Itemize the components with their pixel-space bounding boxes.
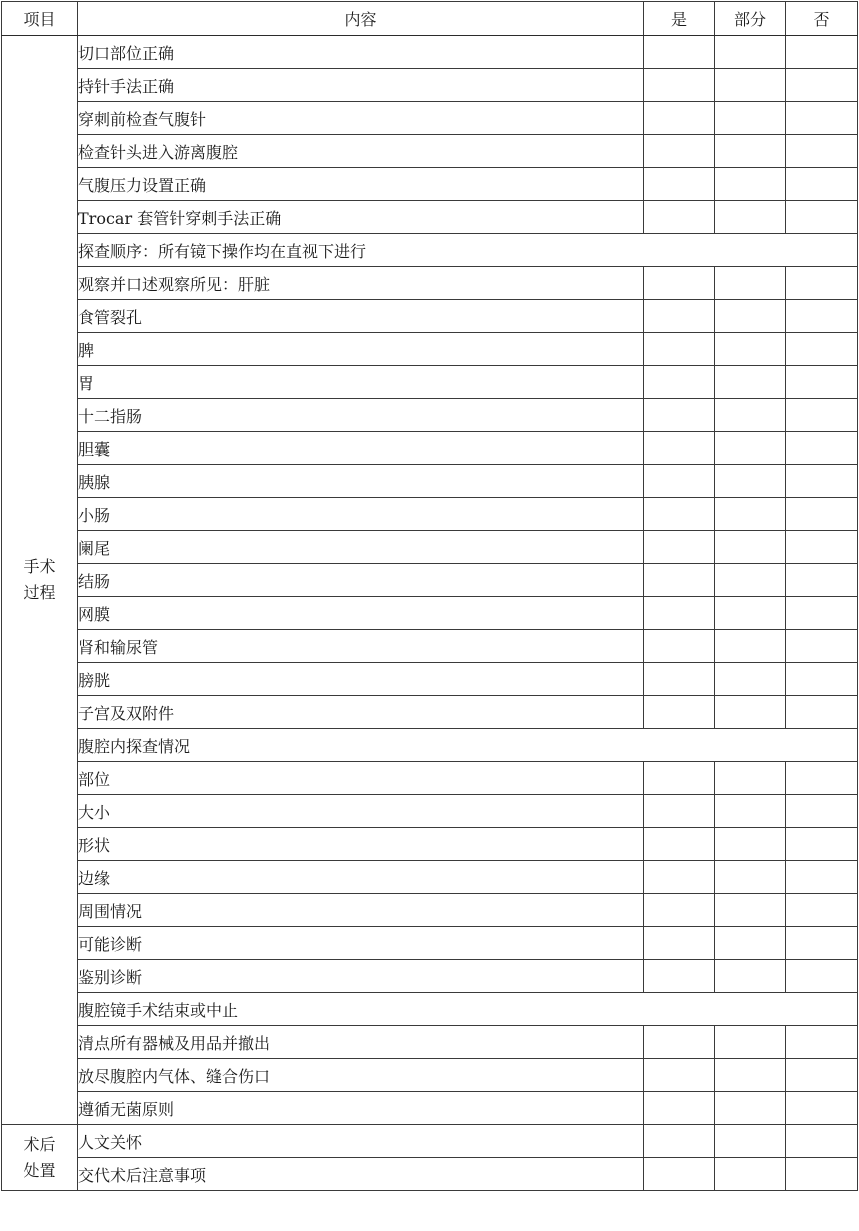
row-content: 食管裂孔 [78, 300, 644, 333]
check-cell-yes[interactable] [644, 1092, 715, 1125]
row-content: 遵循无菌原则 [78, 1092, 644, 1125]
header-content: 内容 [78, 2, 644, 36]
row-content: 气腹压力设置正确 [78, 168, 644, 201]
check-cell-no[interactable] [786, 597, 858, 630]
check-cell-yes[interactable] [644, 663, 715, 696]
check-cell-no[interactable] [786, 696, 858, 729]
row-content: 膀胱 [78, 663, 644, 696]
section-label-line: 手术 [23, 557, 56, 576]
check-cell-yes[interactable] [644, 564, 715, 597]
check-cell-partial[interactable] [715, 498, 786, 531]
row-content: Trocar 套管针穿刺手法正确 [78, 201, 644, 234]
row-content: 可能诊断 [78, 927, 644, 960]
checklist-body [2, 36, 858, 1191]
table-row [2, 696, 858, 729]
check-cell-yes[interactable] [644, 762, 715, 795]
table-row [2, 267, 858, 300]
table-row [2, 168, 858, 201]
check-cell-partial[interactable] [715, 1026, 786, 1059]
check-cell-partial[interactable] [715, 630, 786, 663]
row-content: 大小 [78, 795, 644, 828]
table-row [2, 69, 858, 102]
table-row [2, 234, 858, 267]
check-cell-yes[interactable] [644, 795, 715, 828]
check-cell-no[interactable] [786, 960, 858, 993]
check-cell-no[interactable] [786, 498, 858, 531]
table-row [2, 663, 858, 696]
table-row [2, 300, 858, 333]
row-content: 周围情况 [78, 894, 644, 927]
row-content: 胆囊 [78, 432, 644, 465]
check-cell-partial[interactable] [715, 894, 786, 927]
check-cell-yes[interactable] [644, 597, 715, 630]
check-cell-partial[interactable] [715, 696, 786, 729]
check-cell-yes[interactable] [644, 168, 715, 201]
check-cell-no[interactable] [786, 36, 858, 69]
check-cell-partial[interactable] [715, 102, 786, 135]
check-cell-partial[interactable] [715, 69, 786, 102]
row-content: 探查顺序：所有镜下操作均在直视下进行 [78, 234, 858, 267]
row-content: 十二指肠 [78, 399, 644, 432]
table-row [2, 1158, 858, 1191]
check-cell-yes[interactable] [644, 201, 715, 234]
check-cell-no[interactable] [786, 1026, 858, 1059]
row-content: 边缘 [78, 861, 644, 894]
check-cell-yes[interactable] [644, 465, 715, 498]
check-cell-yes[interactable] [644, 861, 715, 894]
check-cell-no[interactable] [786, 267, 858, 300]
check-cell-partial[interactable] [715, 762, 786, 795]
row-content: 腹腔镜手术结束或中止 [78, 993, 858, 1026]
check-cell-yes[interactable] [644, 1059, 715, 1092]
check-cell-yes[interactable] [644, 894, 715, 927]
check-cell-no[interactable] [786, 135, 858, 168]
row-content: 形状 [78, 828, 644, 861]
row-content: 结肠 [78, 564, 644, 597]
check-cell-partial[interactable] [715, 333, 786, 366]
check-cell-partial[interactable] [715, 1092, 786, 1125]
check-cell-partial[interactable] [715, 861, 786, 894]
check-cell-no[interactable] [786, 201, 858, 234]
header-row [2, 2, 858, 36]
check-cell-partial[interactable] [715, 597, 786, 630]
row-content: 交代术后注意事项 [78, 1158, 644, 1191]
check-cell-yes[interactable] [644, 630, 715, 663]
table-row [2, 729, 858, 762]
check-cell-partial[interactable] [715, 432, 786, 465]
table-row [2, 894, 858, 927]
check-cell-yes[interactable] [644, 135, 715, 168]
row-content: 持针手法正确 [78, 69, 644, 102]
check-cell-no[interactable] [786, 432, 858, 465]
table-row [2, 102, 858, 135]
row-content: 胃 [78, 366, 644, 399]
check-cell-yes[interactable] [644, 1026, 715, 1059]
section-label [2, 1125, 78, 1191]
row-content: 观察并口述观察所见：肝脏 [78, 267, 644, 300]
table-row [2, 498, 858, 531]
table-row [2, 1026, 858, 1059]
table-row [2, 927, 858, 960]
check-cell-no[interactable] [786, 927, 858, 960]
check-cell-no[interactable] [786, 102, 858, 135]
row-content: 腹腔内探查情况 [78, 729, 858, 762]
table-row [2, 795, 858, 828]
check-cell-no[interactable] [786, 861, 858, 894]
check-cell-no[interactable] [786, 333, 858, 366]
table-row [2, 762, 858, 795]
row-content: 肾和输尿管 [78, 630, 644, 663]
check-cell-no[interactable] [786, 366, 858, 399]
check-cell-partial[interactable] [715, 1125, 786, 1158]
row-content: 鉴别诊断 [78, 960, 644, 993]
check-cell-partial[interactable] [715, 531, 786, 564]
check-cell-partial[interactable] [715, 300, 786, 333]
row-content: 小肠 [78, 498, 644, 531]
table-row [2, 432, 858, 465]
check-cell-yes[interactable] [644, 366, 715, 399]
check-cell-yes[interactable] [644, 399, 715, 432]
check-cell-no[interactable] [786, 564, 858, 597]
check-cell-partial[interactable] [715, 1059, 786, 1092]
row-content: 网膜 [78, 597, 644, 630]
row-content: 脾 [78, 333, 644, 366]
table-row [2, 465, 858, 498]
check-cell-partial[interactable] [715, 828, 786, 861]
check-cell-yes[interactable] [644, 927, 715, 960]
row-content: 部位 [78, 762, 644, 795]
check-cell-no[interactable] [786, 465, 858, 498]
check-cell-partial[interactable] [715, 960, 786, 993]
table-row [2, 828, 858, 861]
check-cell-no[interactable] [786, 1092, 858, 1125]
check-cell-yes[interactable] [644, 36, 715, 69]
check-cell-no[interactable] [786, 168, 858, 201]
header-yes: 是 [644, 2, 715, 36]
table-row [2, 135, 858, 168]
check-cell-partial[interactable] [715, 36, 786, 69]
table-row [2, 993, 858, 1026]
check-cell-no[interactable] [786, 300, 858, 333]
check-cell-no[interactable] [786, 894, 858, 927]
table-row [2, 861, 858, 894]
table-row [2, 399, 858, 432]
section-label-line: 术后 [23, 1134, 56, 1154]
table-row [2, 630, 858, 663]
check-cell-partial[interactable] [715, 1158, 786, 1191]
header-no: 否 [786, 2, 858, 36]
section-label-line: 过程 [23, 583, 56, 602]
table-row [2, 597, 858, 630]
row-content: 穿刺前检查气腹针 [78, 102, 644, 135]
checklist-table [1, 1, 858, 1191]
check-cell-yes[interactable] [644, 432, 715, 465]
check-cell-partial[interactable] [715, 168, 786, 201]
row-content: 放尽腹腔内气体、缝合伤口 [78, 1059, 644, 1092]
check-cell-partial[interactable] [715, 267, 786, 300]
check-cell-no[interactable] [786, 1059, 858, 1092]
check-cell-no[interactable] [786, 762, 858, 795]
check-cell-yes[interactable] [644, 960, 715, 993]
row-content: 检查针头进入游离腹腔 [78, 135, 644, 168]
check-cell-yes[interactable] [644, 300, 715, 333]
check-cell-no[interactable] [786, 795, 858, 828]
check-cell-partial[interactable] [715, 135, 786, 168]
check-cell-yes[interactable] [644, 1158, 715, 1191]
table-row [2, 531, 858, 564]
check-cell-yes[interactable] [644, 1125, 715, 1158]
table-row [2, 960, 858, 993]
check-cell-no[interactable] [786, 663, 858, 696]
check-cell-partial[interactable] [715, 366, 786, 399]
header-item: 项目 [2, 2, 78, 36]
check-cell-partial[interactable] [715, 927, 786, 960]
check-cell-no[interactable] [786, 630, 858, 663]
check-cell-partial[interactable] [715, 663, 786, 696]
table-row [2, 1059, 858, 1092]
check-cell-yes[interactable] [644, 531, 715, 564]
check-cell-partial[interactable] [715, 465, 786, 498]
table-row [2, 201, 858, 234]
check-cell-no[interactable] [786, 1125, 858, 1158]
section-label-line: 处置 [23, 1160, 56, 1180]
row-content: 胰腺 [78, 465, 644, 498]
table-row [2, 1125, 858, 1158]
check-cell-no[interactable] [786, 399, 858, 432]
check-cell-partial[interactable] [715, 795, 786, 828]
table-row [2, 333, 858, 366]
check-cell-yes[interactable] [644, 696, 715, 729]
check-cell-yes[interactable] [644, 828, 715, 861]
check-cell-no[interactable] [786, 69, 858, 102]
check-cell-partial[interactable] [715, 564, 786, 597]
row-content: 清点所有器械及用品并撤出 [78, 1026, 644, 1059]
check-cell-yes[interactable] [644, 102, 715, 135]
row-content: 切口部位正确 [78, 36, 644, 69]
check-cell-no[interactable] [786, 531, 858, 564]
table-row [2, 564, 858, 597]
section-label [2, 36, 78, 1125]
header-partial: 部分 [715, 2, 786, 36]
check-cell-partial[interactable] [715, 201, 786, 234]
table-row [2, 1092, 858, 1125]
check-cell-yes[interactable] [644, 267, 715, 300]
check-cell-partial[interactable] [715, 399, 786, 432]
table-row [2, 366, 858, 399]
row-content: 阑尾 [78, 531, 644, 564]
table-row [2, 36, 858, 69]
row-content: 子宫及双附件 [78, 696, 644, 729]
row-content: 人文关怀 [78, 1125, 644, 1158]
check-cell-yes[interactable] [644, 333, 715, 366]
check-cell-yes[interactable] [644, 498, 715, 531]
check-cell-no[interactable] [786, 828, 858, 861]
check-cell-no[interactable] [786, 1158, 858, 1191]
check-cell-yes[interactable] [644, 69, 715, 102]
